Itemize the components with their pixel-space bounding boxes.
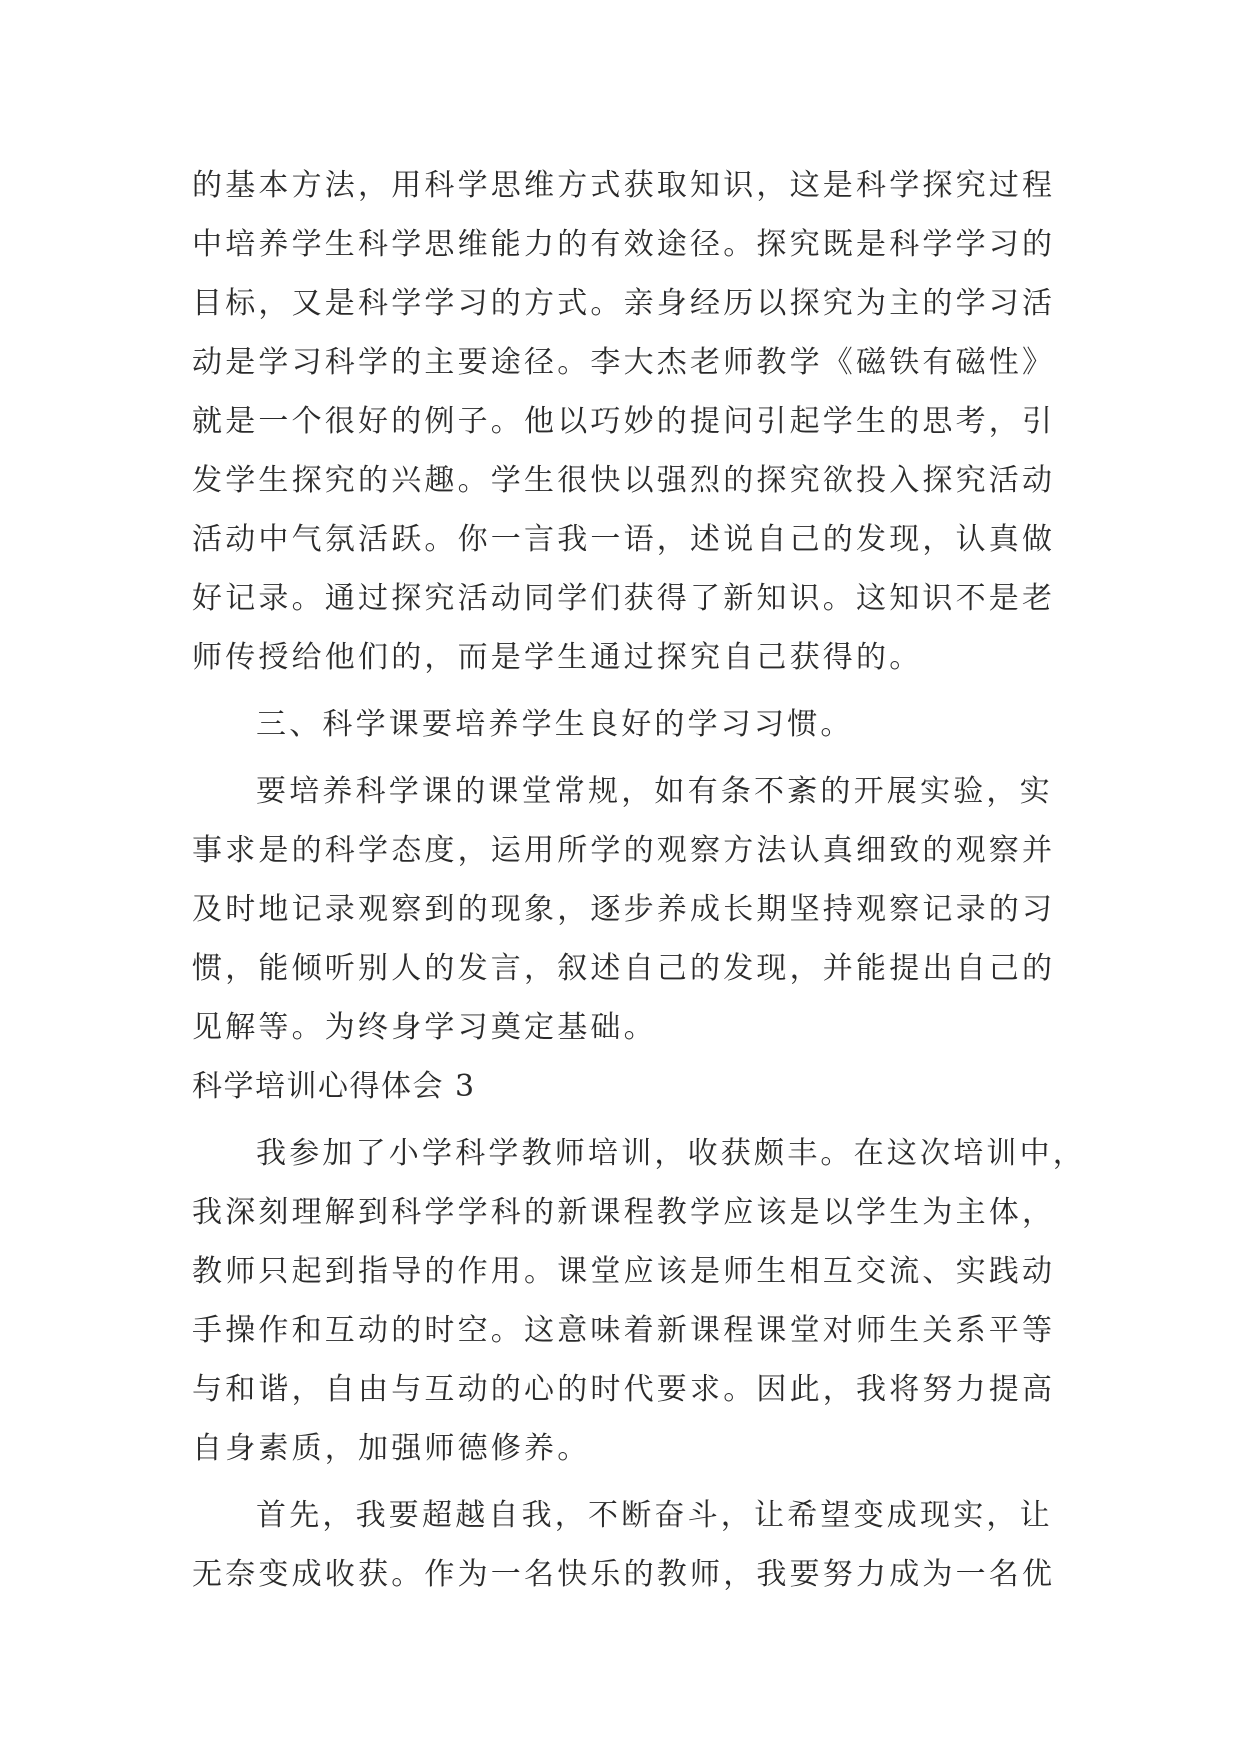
document-body xyxy=(192,156,1086,1604)
text-line: 目标，又是科学学习的方式。亲身经历以探究为主的学习活 xyxy=(192,286,1056,321)
text-line: 就是一个很好的例子。他以巧妙的提问引起学生的思考，引 xyxy=(192,404,1056,439)
text-line: 及时地记录观察到的现象，逐步养成长期坚持观察记录的习 xyxy=(192,892,1056,927)
text-line: 中培养学生科学思维能力的有效途径。探究既是科学学习的 xyxy=(192,227,1056,262)
text-line: 师传授给他们的，而是学生通过探究自己获得的。 xyxy=(192,640,923,675)
text-line: 事求是的科学态度，运用所学的观察方法认真细致的观察并 xyxy=(192,833,1056,868)
section-heading-three xyxy=(192,695,1052,754)
text-line: 首先，我要超越自我，不断奋斗，让希望变成现实，让 xyxy=(256,1498,1053,1533)
text-line: 活动中气氛活跃。你一言我一语，述说自己的发现，认真做 xyxy=(192,522,1056,557)
text-line: 惯，能倾听别人的发言，叙述自己的发现，并能提出自己的 xyxy=(192,951,1056,986)
text-line: 自身素质，加强师德修养。 xyxy=(192,1431,591,1466)
text-line: 无奈变成收获。作为一名快乐的教师，我要努力成为一名优 xyxy=(192,1557,1056,1592)
text-line: 教师只起到指导的作用。课堂应该是师生相互交流、实践动 xyxy=(192,1254,1056,1289)
text-line: 见解等。为终身学习奠定基础。 xyxy=(192,1010,657,1045)
text-line: 好记录。通过探究活动同学们获得了新知识。这知识不是老 xyxy=(192,581,1056,616)
text-line: 发学生探究的兴趣。学生很快以强烈的探究欲投入探究活动 xyxy=(192,463,1056,498)
text-line: 的基本方法，用科学思维方式获取知识，这是科学探究过程 xyxy=(192,168,1056,203)
text-line: 与和谐，自由与互动的心的时代要求。因此，我将努力提高 xyxy=(192,1372,1056,1407)
paragraph-first xyxy=(192,1486,1056,1604)
paragraph-habits xyxy=(192,762,1056,1057)
paragraph-training xyxy=(192,1124,1086,1478)
text-line: 科学培训心得体会 3 xyxy=(192,1069,476,1104)
text-line: 我深刻理解到科学学科的新课程教学应该是以学生为主体， xyxy=(192,1195,1056,1230)
text-line: 手操作和互动的时空。这意味着新课程课堂对师生关系平等 xyxy=(192,1313,1056,1348)
text-line: 要培养科学课的课堂常规，如有条不紊的开展实验，实 xyxy=(256,774,1053,809)
text-line: 三、科学课要培养学生良好的学习习惯。 xyxy=(256,707,854,742)
paragraph-inquiry xyxy=(192,156,1056,687)
text-line: 动是学习科学的主要途径。李大杰老师教学《磁铁有磁性》 xyxy=(192,345,1056,380)
article-title xyxy=(192,1057,1052,1116)
text-line: 我参加了小学科学教师培训，收获颇丰。在这次培训中， xyxy=(256,1136,1086,1171)
